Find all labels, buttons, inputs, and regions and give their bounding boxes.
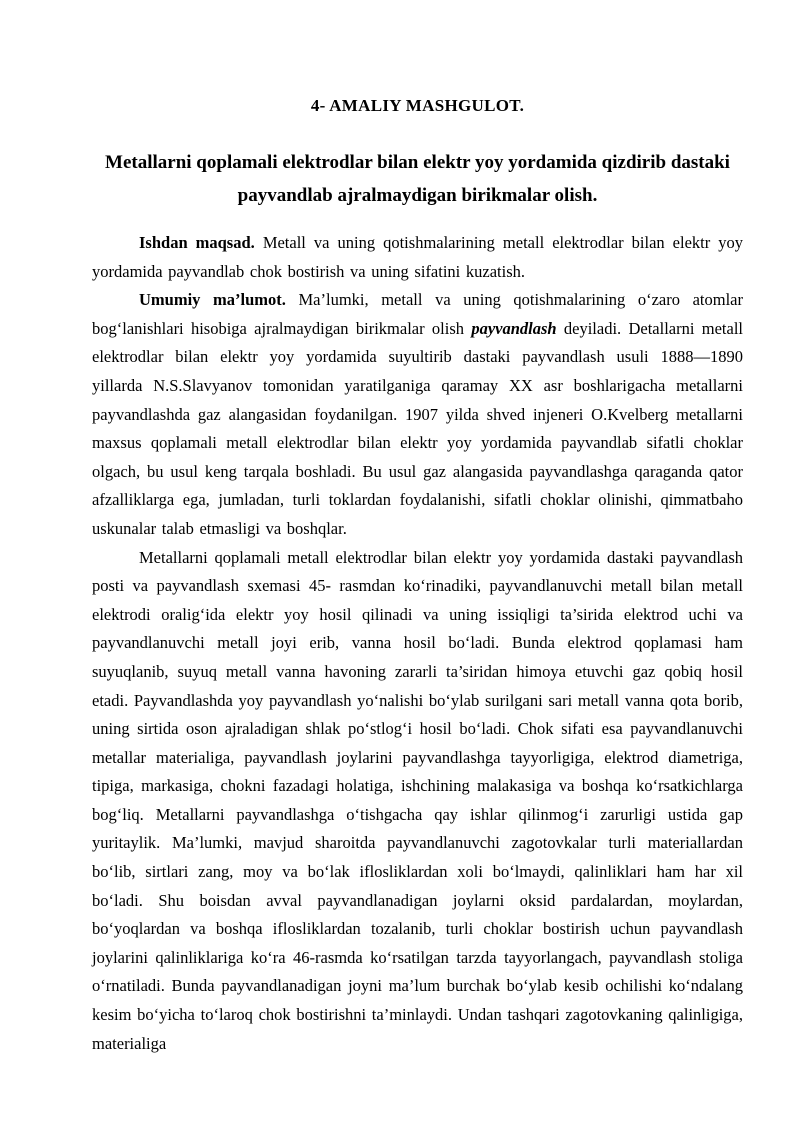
paragraph-payvandlash-jarayoni: [92, 544, 743, 1059]
paragraph-2-lead-label: Umumiy ma’lumot.: [139, 290, 286, 310]
paragraph-ishdan-maqsad: [92, 229, 743, 286]
paragraph-3-text: Metallarni qoplamali metall elektrodlar bilan elektr yoy yordamida dastaki payvandlash posti va payvandlash sxemasi 45- rasmdan ko‘rinadiki, payvandlanuvchi metall bilan metall elektrodi oralig‘ida elektr yoy hosil qilinadi va uning issiqligi ta’sirida elektrod uchi va payvandlanuvchi metall joyi erib, vanna hosil bo‘ladi. Bunda elektrod qoplamasi ham suyuqlanib, suyuq metall vanna havoning zararli ta’siridan himoya etuvchi gaz qobiq hosil etadi. Payvandlashda yoy payvandlash yo‘nalishi bo‘ylab surilgani sari metall vanna qota borib, uning sirtida oson ajraladigan shlak po‘stlog‘i hosil bo‘ladi. Chok sifati esa payvandlanuvchi metallar materialiga, payvandlash joylarini payvandlashga tayyorligiga, elektrod diametriga, tipiga, markasiga, chokni fazadagi holatiga, ishchining malakasiga va boshqa ko‘rsatkichlarga bog‘liq. Metallarni payvandlashga o‘tishgacha qay ishlar qilinmog‘i zarurligi ustida gap yuritaylik. Ma’lumki, mavjud sharoitda payvandlanuvchi zagotovkalar turli materiallardan bo‘lib, sirtlari zang, moy va bo‘lak iflosliklardan xoli bo‘lmaydi, qalinliklari ham har xil bo‘ladi. Shu boisdan avval payvandlanadigan joylarni oksid pardalardan, moylardan, bo‘yoqlardan va boshqa iflosliklardan tozalanib, turli choklar bostirish uchun payvandlash joylarini qalinliklariga ko‘ra 46-rasmda ko‘rsatilgan tarzda tayyorlangach, payvandlash stoliga o‘rnatiladi. Bunda payvandlanadigan joyni ma’lum burchak bo‘ylab kesib ochilishi ko‘ndalang kesim bo‘yicha to‘laroq chok bostirishni ta’minlaydi. Undan tashqari zagotovkaning qalinligiga, materialiga: [92, 547, 743, 1053]
paragraph-2-term-payvandlash: payvandlash: [471, 318, 557, 338]
document-heading: [92, 146, 743, 212]
lesson-title: 4- AMALIY MASHGULOT.: [310, 96, 525, 115]
paragraph-1-text: Metall va uning qotishmalarining metall elektrodlar bilan elektr yoy yordamida payvandlab chok bostirish va uning sifatini kuzatish.: [92, 233, 744, 281]
heading-line-1: Metallarni qoplamali elektrodlar bilan elektr yoy yordamida qizdirib dastaki: [105, 152, 730, 173]
paragraph-2-text-b: deyiladi. Detallarni metall elektrodlar bilan elektr yoy yordamida suyultirib dastaki payvandlash usuli 1888—1890 yillarda N.S.Slavyanov tomonidan yaratilganiga qaramay XX asr boshlarigacha metallarni payvandlashda gaz alangasidan foydanilgan. 1907 yilda shved injeneri O.Kvelberg metallarni maxsus qoplamali metall elektrodlar bilan elektr yoy yordamida payvandlab sifatli choklar olgach, bu usul keng tarqala boshladi. Bu usul gaz alangasida payvandlashga qaraganda qator afzalliklarga ega, jumladan, turli toklardan foydalanishi, sifatli choklar olinishi, qimmatbaho uskunalar talab etmasligi va boshqlar.: [92, 318, 743, 538]
paragraph-1-lead-label: Ishdan maqsad.: [139, 233, 255, 252]
heading-line-2: payvandlab ajralmaydigan birikmalar olish.: [237, 185, 598, 206]
paragraph-umumiy-malumot: [92, 286, 743, 543]
document-body: [92, 229, 743, 1058]
paragraph-2-text-a: Ma’lumki, metall va uning qotishmalarining o‘zaro atomlar bog‘lanishlari hisobiga ajralmaydigan birikmalar olish: [92, 290, 743, 338]
